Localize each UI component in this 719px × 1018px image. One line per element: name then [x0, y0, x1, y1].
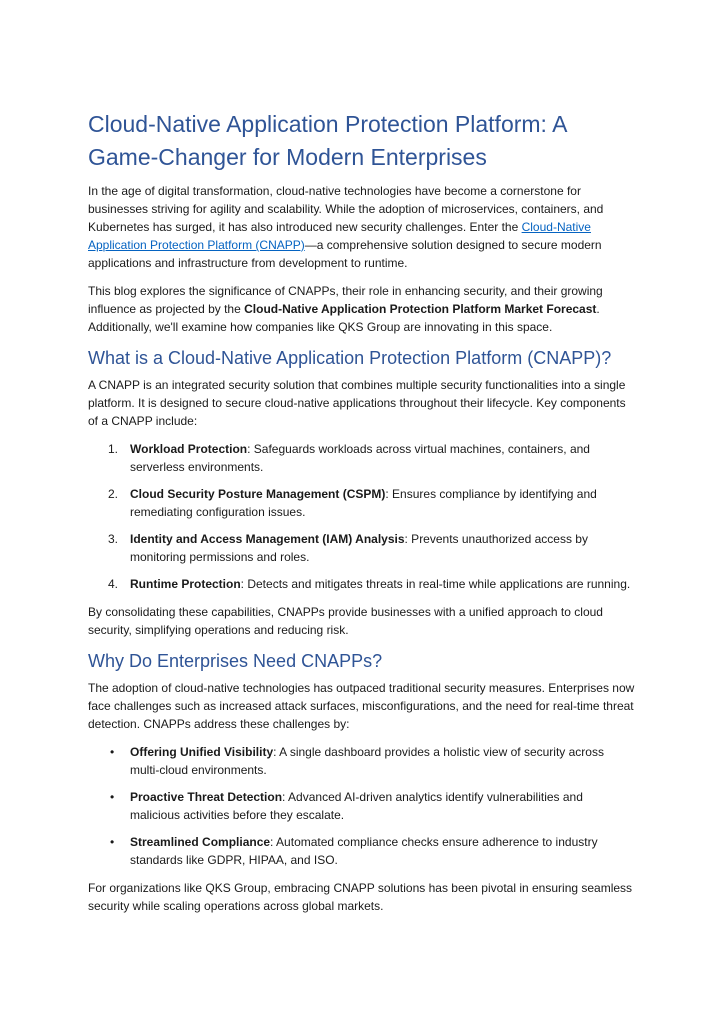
- page-title: Cloud-Native Application Protection Platform: A Game-Changer for Modern Enterprises: [88, 111, 567, 170]
- bullet-icon: •: [110, 835, 115, 849]
- section1-paragraph: A CNAPP is an integrated security solution that combines multiple security functionalities into a single platform. It is designed to secure cloud-native applications throughout their lifecycle. Key components of a CNAPP include:: [88, 378, 626, 428]
- item-desc: : Advanced AI-driven analytics identify vulnerabilities and malicious activities before they escalate.: [130, 790, 583, 822]
- item-desc: : A single dashboard provides a holistic view of security across multi-cloud environments.: [130, 745, 604, 777]
- item-desc: : Automated compliance checks ensure adherence to industry standards like GDPR, HIPAA, and ISO.: [130, 835, 598, 867]
- section-heading-what-is-cnapp: What is a Cloud-Native Application Protection Platform (CNAPP)?: [88, 348, 612, 368]
- intro2-text-after: . Additionally, we'll examine how companies like QKS Group are innovating in this space.: [88, 302, 600, 334]
- bullet-icon: •: [110, 745, 115, 759]
- item-term: Cloud Security Posture Management (CSPM): [130, 487, 386, 501]
- list-item: [88, 485, 636, 521]
- section2-paragraph: The adoption of cloud-native technologies has outpaced traditional security measures. Enterprises now face challenges such as increased attack surfaces, misconfigurations, and the need for real-time threat detection. CNAPPs address these challenges by:: [88, 681, 635, 731]
- intro-paragraph: [88, 182, 636, 272]
- document-page: [88, 108, 636, 925]
- list-item: [88, 788, 636, 824]
- item-desc: : Ensures compliance by identifying and remediating configuration issues.: [130, 487, 597, 519]
- list-item: [88, 575, 636, 593]
- item-desc: : Prevents unauthorized access by monitoring permissions and roles.: [130, 532, 588, 564]
- item-desc: : Detects and mitigates threats in real-time while applications are running.: [240, 577, 631, 591]
- section1-closing: By consolidating these capabilities, CNAPPs provide businesses with a unified approach to cloud security, simplifying operations and reducing risk.: [88, 605, 603, 637]
- item-term: Proactive Threat Detection: [130, 790, 283, 804]
- list-number: 1.: [108, 442, 119, 456]
- section2-closing: For organizations like QKS Group, embracing CNAPP solutions has been pivotal in ensuring seamless security while scaling operations across global markets.: [88, 881, 633, 913]
- list-number: 2.: [108, 487, 119, 501]
- intro2-paragraph: [88, 282, 636, 336]
- cnapp-link[interactable]: Cloud-Native Application Protection Platform (CNAPP): [88, 220, 591, 252]
- components-list: [88, 440, 636, 593]
- intro-text: In the age of digital transformation, cloud-native technologies have become a cornerstone for businesses striving for agility and scalability. While the adoption of microservices, containers, and Kubernetes has surged, it has also introduced new security challenges. Enter the: [88, 184, 604, 234]
- list-number: 3.: [108, 532, 119, 546]
- list-item: [88, 833, 636, 869]
- bullet-icon: •: [110, 790, 115, 804]
- list-item: [88, 743, 636, 779]
- market-forecast-bold: Cloud-Native Application Protection Platform Market Forecast: [244, 302, 597, 316]
- item-desc: : Safeguards workloads across virtual machines, containers, and serverless environments.: [130, 442, 590, 474]
- intro-text-after: —a comprehensive solution designed to secure modern applications and infrastructure from development to runtime.: [88, 238, 602, 270]
- item-term: Streamlined Compliance: [130, 835, 271, 849]
- list-item: [88, 440, 636, 476]
- intro2-text: This blog explores the significance of CNAPPs, their role in enhancing security, and their growing influence as projected by the: [88, 284, 603, 316]
- benefits-list: [88, 743, 636, 869]
- item-term: Runtime Protection: [130, 577, 241, 591]
- list-item: [88, 530, 636, 566]
- section-heading-why-cnapp: Why Do Enterprises Need CNAPPs?: [88, 651, 383, 671]
- list-number: 4.: [108, 577, 119, 591]
- item-term: Identity and Access Management (IAM) Analysis: [130, 532, 405, 546]
- item-term: Offering Unified Visibility: [130, 745, 274, 759]
- item-term: Workload Protection: [130, 442, 248, 456]
